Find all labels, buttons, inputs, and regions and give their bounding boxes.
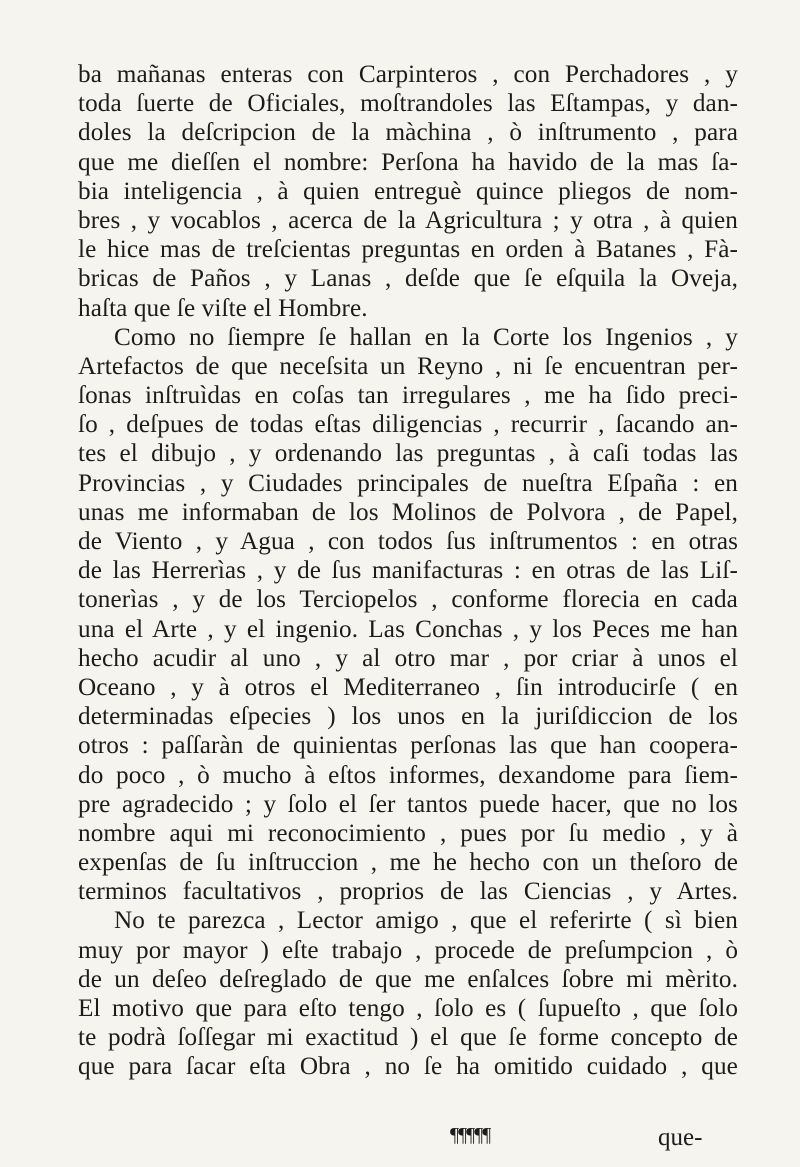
text-line: Oceano , y à otros el Mediterraneo , ſin introducirſe ( en (78, 673, 739, 701)
text-line: haſta que ſe viſte el Hombre. (78, 294, 368, 322)
text-line: determinadas eſpecies ) los unos en la juriſdiccion de los (78, 703, 739, 731)
text-line: terminos facultativos , proprios de las Ciencias , y Artes. (78, 878, 738, 906)
text-line: hecho acudir al uno , y al otro mar , por criar à unos el (78, 644, 739, 672)
text-line: de las Herrerìas , y de ſus manifacturas : en otras de las Liſ- (78, 557, 738, 585)
text-line: doles la deſcripcion de la màchina , ò inſtrumento , para (78, 119, 739, 147)
page-footer (78, 1124, 738, 1154)
text-line: te podrà ſoſſegar mi exactitud ) el que ſe forme concepto de (78, 1024, 738, 1052)
text-line: unas me informaban de los Molinos de Polvora , de Papel, (78, 498, 739, 526)
catchword: que- (658, 1124, 703, 1151)
text-line: pre agradecido ; y ſolo el ſer tantos puede hacer, que no los (78, 790, 738, 818)
text-line: ſonas inſtruìdas en coſas tan irregulares , me ha ſido preci- (78, 382, 739, 410)
text-line: ſo , deſpues de todas eſtas diligencias , recurrir , ſacando an- (78, 411, 738, 439)
text-line: expenſas de ſu inſtruccion , me he hecho con un theſoro de (78, 849, 738, 877)
text-line: ba mañanas enteras con Carpinteros , con Perchadores , y (78, 61, 738, 88)
text-line: bres , y vocablos , acerca de la Agricultura ; y otra , à quien (78, 206, 738, 234)
text-line: tonerìas , y de los Terciopelos , conforme florecia en cada (78, 586, 738, 614)
text-line: de un deſeo deſreglado de que me enſalces ſobre mi mèrito. (78, 965, 738, 993)
text-line: otros : paſſaràn de quinientas perſonas las que han coopera- (78, 732, 739, 760)
text-line: toda ſuerte de Oficiales, moſtrandoles las Eſtampas, y dan- (78, 90, 739, 118)
text-line: bia inteligencia , à quien entreguè quince pliegos de nom- (78, 177, 738, 205)
text-line: muy por mayor ) eſte trabajo , procede de preſumpcion , ò (78, 936, 739, 964)
text-line: do poco , ò mucho à eſtos informes, dexandome para ſiem- (78, 761, 739, 789)
text-line: le hice mas de treſcientas preguntas en orden à Batanes , Fà- (78, 236, 739, 264)
text-line: que para ſacar eſta Obra , no ſe ha omitido cuidado , que (78, 1053, 738, 1081)
text-line: Artefactos de que neceſsita un Reyno , ni ſe encuentran per- (78, 352, 738, 380)
signature-mark: ¶¶¶¶¶ (450, 1124, 491, 1146)
text-line: No te parezca , Lector amigo , que el referirte ( sì bien (114, 907, 738, 935)
text-line: una el Arte , y el ingenio. Las Conchas , y los Peces me han (78, 615, 739, 643)
text-line: Provincias , y Ciudades principales de nueſtra Eſpaña : en (78, 469, 738, 497)
body-text (78, 60, 738, 1082)
text-line: Como no ſiempre ſe hallan en la Corte los Ingenios , y (114, 323, 738, 351)
text-line: tes el dibujo , y ordenando las preguntas , à caſi todas las (78, 440, 739, 468)
text-line: El motivo que para eſto tengo , ſolo es ( ſupueſto , que ſolo (78, 995, 739, 1022)
text-line: de Viento , y Agua , con todos ſus inſtrumentos : en otras (78, 528, 739, 555)
text-line: que me dieſſen el nombre: Perſona ha havido de la mas ſa- (78, 148, 738, 176)
text-line: bricas de Paños , y Lanas , deſde que ſe eſquila la Oveja, (78, 265, 739, 293)
text-line: nombre aqui mi reconocimiento , pues por ſu medio , y à (78, 819, 739, 847)
